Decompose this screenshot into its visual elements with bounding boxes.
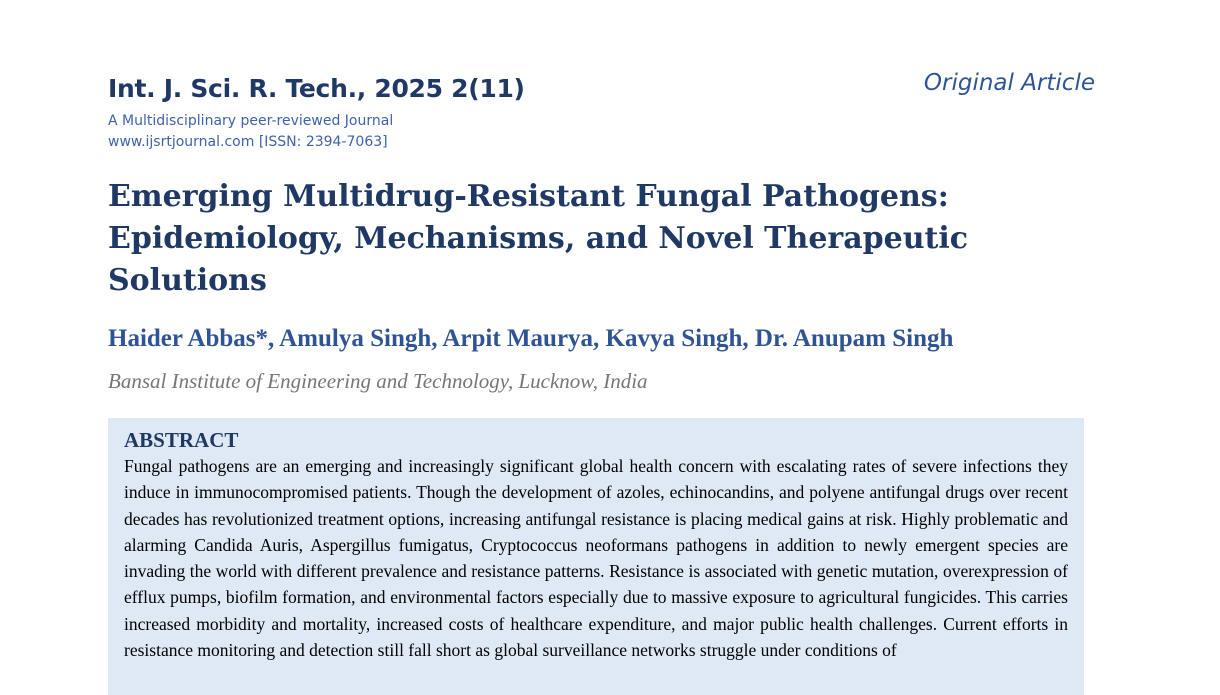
author-list: Haider Abbas*, Amulya Singh, Arpit Maurya, Kavya Singh, Dr. Anupam Singh <box>108 325 954 352</box>
abstract-body: Fungal pathogens are an emerging and increasingly significant global health concern with escalating rates of severe infections they induce in immunocompromised patients. Though the development of azoles, echinocandins, and polyene antifungal drugs over recent decades has revolutionized treatment options, increasing antifungal resistance is placing medical gains at risk. Highly problematic and alarming Candida Auris, Aspergillus fumigatus, Cryptococcus neoformans pathogens in addition to newly emergent species are invading the world with different prevalence and resistance patterns. Resistance is associated with genetic mutation, overexpression of efflux pumps, biofilm formation, and environmental factors especially due to massive exposure to agricultural fungicides. This carries increased morbidity and mortality, increased costs of healthcare expenditure, and major public health challenges. Current efforts in resistance monitoring and detection still fall short as global surveillance networks struggle under conditions of <box>124 456 1068 661</box>
journal-subtitle: A Multidisciplinary peer-reviewed Journal <box>108 113 394 129</box>
article-type-label: Original Article <box>923 70 1095 96</box>
abstract-section <box>108 418 1084 695</box>
journal-title: Int. J. Sci. R. Tech., 2025 2(11) <box>108 74 525 103</box>
journal-website-issn: www.ijsrtjournal.com [ISSN: 2394-7063] <box>108 134 388 150</box>
abstract-heading: ABSTRACT <box>124 428 239 452</box>
paper-title: Emerging Multidrug-Resistant Fungal Pathogens: Epidemiology, Mechanisms, and Novel Therapeutic Solutions <box>108 179 969 298</box>
author-affiliation: Bansal Institute of Engineering and Technology, Lucknow, India <box>108 369 648 393</box>
